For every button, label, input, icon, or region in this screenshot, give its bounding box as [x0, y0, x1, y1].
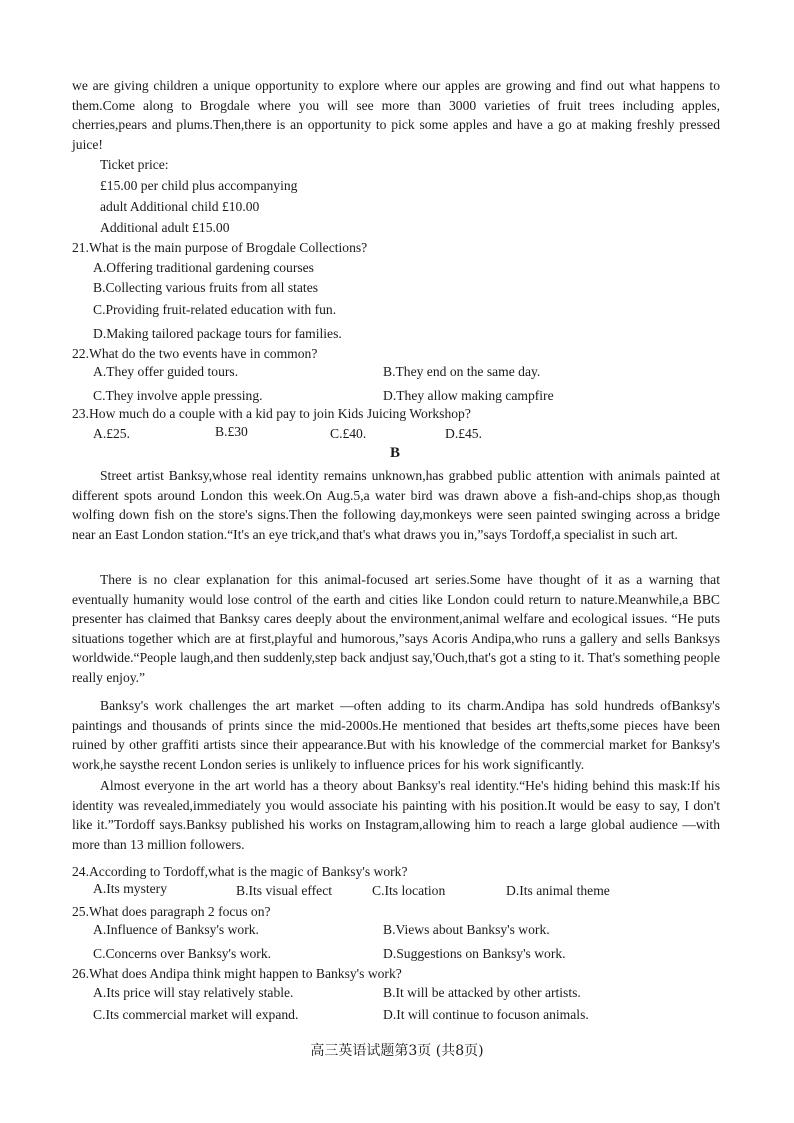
option-b[interactable]: B.£30	[215, 424, 248, 439]
question-stem: 21.What is the main purpose of Brogdale Collections?	[72, 240, 368, 255]
option-a[interactable]: A.Its mystery	[93, 881, 168, 896]
section-b-heading: B	[390, 445, 401, 461]
option-b[interactable]: B.Collecting various fruits from all states	[93, 280, 319, 295]
option-a[interactable]: A.£25.	[93, 426, 131, 441]
option-d[interactable]: D.Suggestions on Banksy's work.	[383, 946, 566, 961]
option-a[interactable]: A.They offer guided tours.	[93, 364, 239, 379]
option-b[interactable]: B.Its visual effect	[236, 883, 333, 898]
option-b[interactable]: B.They end on the same day.	[383, 364, 541, 379]
passage-b-paragraph-1: Street artist Banksy,whose real identity remains unknown,has grabbed public attention with animals painted at different spots around London this week.On Aug.5,a water bird was drawn above a fish-and-chips shop,as though wolfing down fish on the store's signs.Then the following day,monkeys were seen painted swinging across a bridge near an East London station.“It's an eye trick,and that's what draws you in,”says Tordoff,a specialist in such art.	[72, 468, 720, 542]
passage-b-paragraph-4: Almost everyone in the art world has a theory about Banksy's real identity.“He's hiding behind this mask:If his identity was revealed,immediately you would associate his painting with his position.It would be easy to say, I don't like it.”Tordoff says.Banksy published his works on Instagram,allowing him to reach a large global audience —with more than 13 million followers.	[72, 778, 720, 852]
option-b[interactable]: B.It will be attacked by other artists.	[383, 985, 581, 1000]
question-stem: 22.What do the two events have in common?	[72, 346, 318, 361]
option-c[interactable]: C.Concerns over Banksy's work.	[93, 946, 272, 961]
passage-b-paragraph-3: Banksy's work challenges the art market —often adding to its charm.Andipa has sold hundreds ofBanksy's paintings and thousands of prints since the mid-2000s.He mentioned that besides art thefts,some pieces have been ruined by other graffiti artists since their appearance.But with his knowledge of the commercial market for Banksy's work,he saysthe recent London series is unlikely to influence prices for his work significantly.	[72, 698, 720, 772]
ticket-price-line: £15.00 per child plus accompanying	[100, 178, 298, 193]
question-stem: 23.How much do a couple with a kid pay to join Kids Juicing Workshop?	[72, 406, 471, 421]
passage-b-paragraph-2: There is no clear explanation for this animal-focused art series.Some have thought of it as a warning that eventually humanity would lose control of the earth and cities like London could return to nature.Meanwhile,a BBC presenter has claimed that Banksy cares deeply about the environment,animal welfare and ecological issues. “He puts situations together which are at first,playful and humorous,”says Acoris Andipa,who runs a gallery and sells Banksys worldwide.“People laugh,and then suddenly,step back andjust say,'Ouch,that's got a sting to it. That's something people really enjoy.”	[72, 572, 720, 685]
option-a[interactable]: A.Offering traditional gardening courses	[93, 260, 314, 275]
option-c[interactable]: C.Its commercial market will expand.	[93, 1007, 299, 1022]
option-c[interactable]: C.Providing fruit-related education with fun.	[93, 302, 337, 317]
option-d[interactable]: D.Its animal theme	[506, 883, 610, 898]
option-d[interactable]: D.Making tailored package tours for families.	[93, 326, 342, 341]
option-d[interactable]: D.It will continue to focuson animals.	[383, 1007, 589, 1022]
option-c[interactable]: C.£40.	[330, 426, 367, 441]
option-a[interactable]: A.Influence of Banksy's work.	[93, 922, 259, 937]
question-stem: 25.What does paragraph 2 focus on?	[72, 904, 271, 919]
question-stem: 26.What does Andipa think might happen to Banksy's work?	[72, 966, 402, 981]
ticket-price-label: Ticket price:	[100, 157, 169, 172]
option-d[interactable]: D.£45.	[445, 426, 483, 441]
option-c[interactable]: C.They involve apple pressing.	[93, 388, 263, 403]
question-stem: 24.According to Tordoff,what is the magic of Banksy's work?	[72, 864, 408, 879]
option-c[interactable]: C.Its location	[372, 883, 446, 898]
ticket-price-line: Additional adult £15.00	[100, 220, 230, 235]
passage-a-intro: we are giving children a unique opportunity to explore where our apples are growing and find out what happens to them.Come along to Brogdale where you will see more than 3000 varieties of fruit trees including apples, cherries,pears and plums.Then,there is an opportunity to pick some apples and have a go at making freshly pressed juice!	[72, 78, 720, 152]
option-a[interactable]: A.Its price will stay relatively stable.	[93, 985, 294, 1000]
option-d[interactable]: D.They allow making campfire	[383, 388, 554, 403]
option-b[interactable]: B.Views about Banksy's work.	[383, 922, 550, 937]
ticket-price-line: adult Additional child £10.00	[100, 199, 260, 214]
page-footer: 高三英语试题第3页 (共8页)	[310, 1043, 484, 1059]
